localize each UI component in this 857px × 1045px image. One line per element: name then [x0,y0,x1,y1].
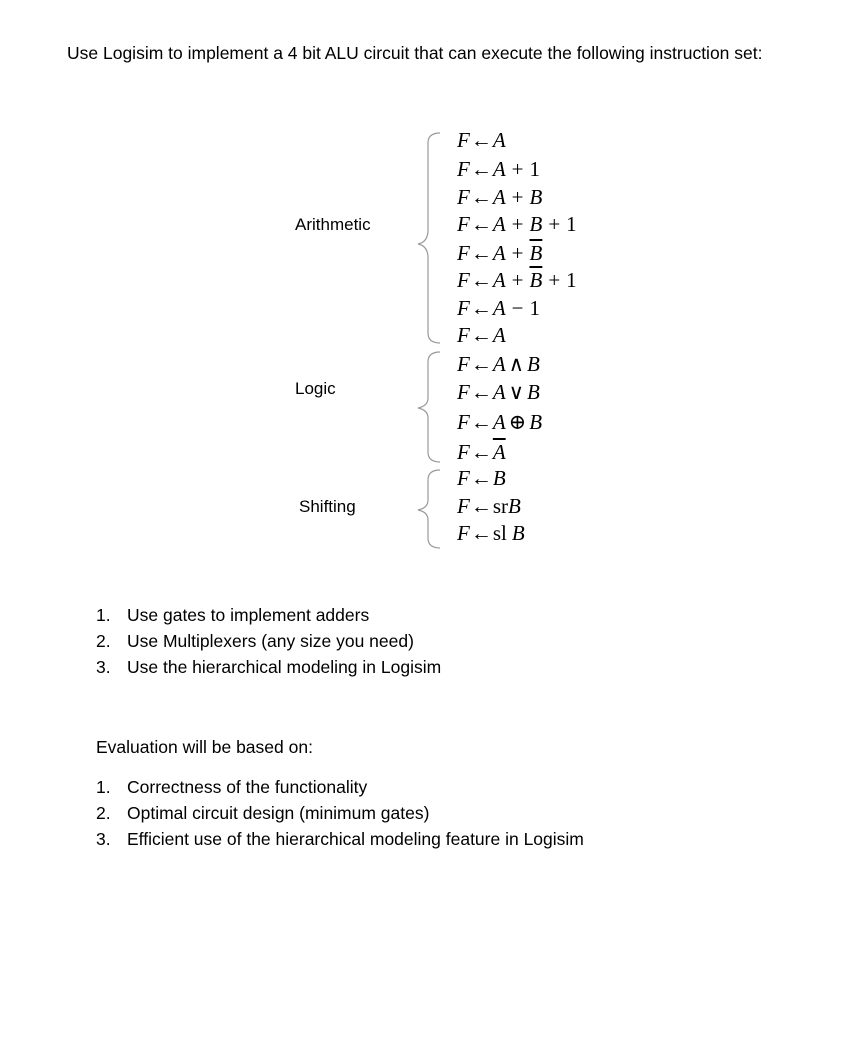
eq-or: F←A ∨ B [457,380,540,404]
eq-transfer-b: F←B [457,466,506,490]
eq-add: F←A + B [457,185,543,209]
eq-add-with-carry: F←A + B + 1 [457,212,577,236]
requirement-item-2: 2. Use Multiplexers (any size you need) [96,631,414,651]
eq-transfer-a: F←A [457,128,506,152]
requirement-item-3: 3. Use the hierarchical modeling in Logisim [96,657,442,677]
evaluation-item-1: 1. Correctness of the functionality [96,777,368,797]
eq-shift-left-b: F←sl B [457,521,525,545]
evaluation-item-2: 2. Optimal circuit design (minimum gates) [96,803,430,823]
eq-add-complement-b: F←A + $\overline{B}$ [457,241,543,265]
group-label-arithmetic: Arithmetic [295,215,371,234]
evaluation-item-3: 3. Efficient use of the hierarchical modeling feature in Logisim [96,829,584,849]
eq-shift-right-b: F←srB [457,494,521,518]
eq-decrement-a: F←A − 1 [457,296,540,320]
requirement-item-1: 1. Use gates to implement adders [96,605,370,625]
brace-shifting [418,470,440,548]
eq-transfer-a-2: F←A [457,323,506,347]
brace-arithmetic [418,133,440,343]
eq-and: F←A ∧ B [457,352,540,376]
evaluation-heading: Evaluation will be based on: [96,737,313,757]
group-label-shifting: Shifting [299,497,356,516]
eq-subtract: F←A + $\overline{B} + 1$ [457,268,577,292]
eq-increment-a: F←A + 1 [457,157,540,181]
brace-logic [418,352,440,462]
intro-text: Use Logisim to implement a 4 bit ALU circuit that can execute the following instruction set: [67,43,763,63]
group-label-logic: Logic [295,379,336,398]
eq-xor: F←A ⊕ B [457,410,543,434]
eq-complement-a: $F\leftarrow\overline{A}$ [457,440,506,464]
